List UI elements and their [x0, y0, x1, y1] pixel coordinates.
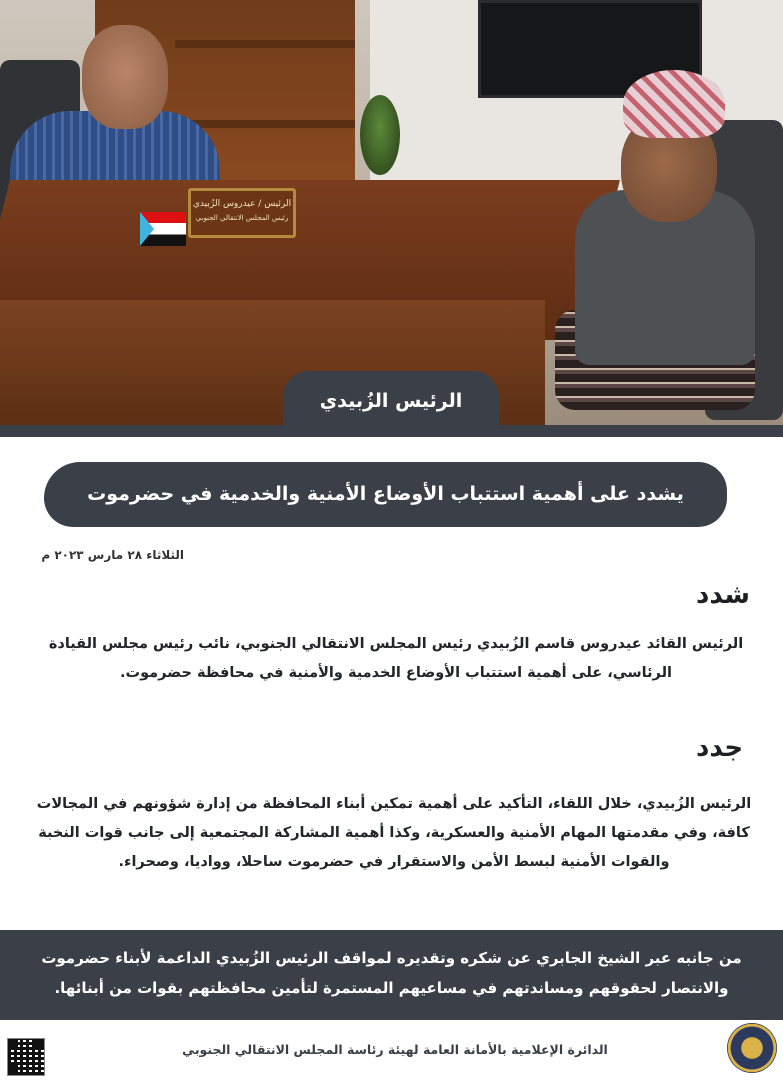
headline-banner — [44, 462, 727, 527]
name-tab-label: الرئيس الزُبيدي — [319, 390, 463, 412]
nameplate-line1: الرئيس / عيدروس الزُبيدي — [192, 199, 292, 209]
section2-keyword: جدد — [696, 733, 744, 763]
name-tab — [283, 371, 499, 431]
section1-keyword: شدد — [696, 580, 750, 610]
footer-credit: الدائرة الإعلامية بالأمانة العامة لهيئة رئاسة المجلس الانتقالي الجنوبي — [182, 1042, 608, 1057]
section2-paragraph: الرئيس الزُبيدي، خلال اللقاء، التأكيد على أهمية تمكين أبناء المحافظة من إدارة شؤونهم في المجالات كافة، وفي مقدمتها المهام الأمنية والعسكرية، وكذا أهمية المشاركة المجتمعية إلى جانب قوات النخبة والقوات الأمنية لبسط الأمن والاستقرار في حضرموت ساحلا، وواديا، وصحراء. — [36, 796, 752, 870]
meeting-photo — [0, 0, 783, 425]
headline-text: يشدد على أهمية استتباب الأوضاع الأمنية والخدمية في حضرموت — [87, 483, 684, 505]
quote-band — [0, 930, 783, 1020]
plant — [360, 95, 400, 175]
turban — [623, 70, 725, 138]
council-emblem-icon — [727, 1023, 777, 1073]
quote-band-text: من جانبه عبر الشيخ الجابري عن شكره وتقديره لمواقف الرئيس الزُبيدي الداعمة لأبناء حضرموت والانتصار لحقوقهم ومساندتهم في مساعيهم المستمرة لتأمين محافظتهم بقوات من أبنائها. — [41, 949, 742, 997]
flag-icon — [140, 212, 186, 246]
section1-paragraph: الرئيس القائد عيدروس قاسم الزُبيدي رئيس المجلس الانتقالي الجنوبي، نائب رئيس مجلس القيادة الرئاسي، على أهمية استتباب الأوضاع الخدمية والأمنية في محافظة حضرموت. — [48, 636, 744, 681]
person-sheikh — [555, 70, 765, 425]
nameplate-line2: رئيس المجلس الانتقالي الجنوبي — [195, 214, 289, 222]
publish-date: الثلاثاء ٢٨ مارس ٢٠٢٣ م — [41, 548, 184, 562]
head — [82, 25, 168, 129]
nameplate-text — [191, 197, 293, 225]
desk-nameplate — [188, 188, 296, 238]
qr-code-icon[interactable] — [7, 1038, 45, 1076]
divider-strip — [0, 425, 783, 437]
